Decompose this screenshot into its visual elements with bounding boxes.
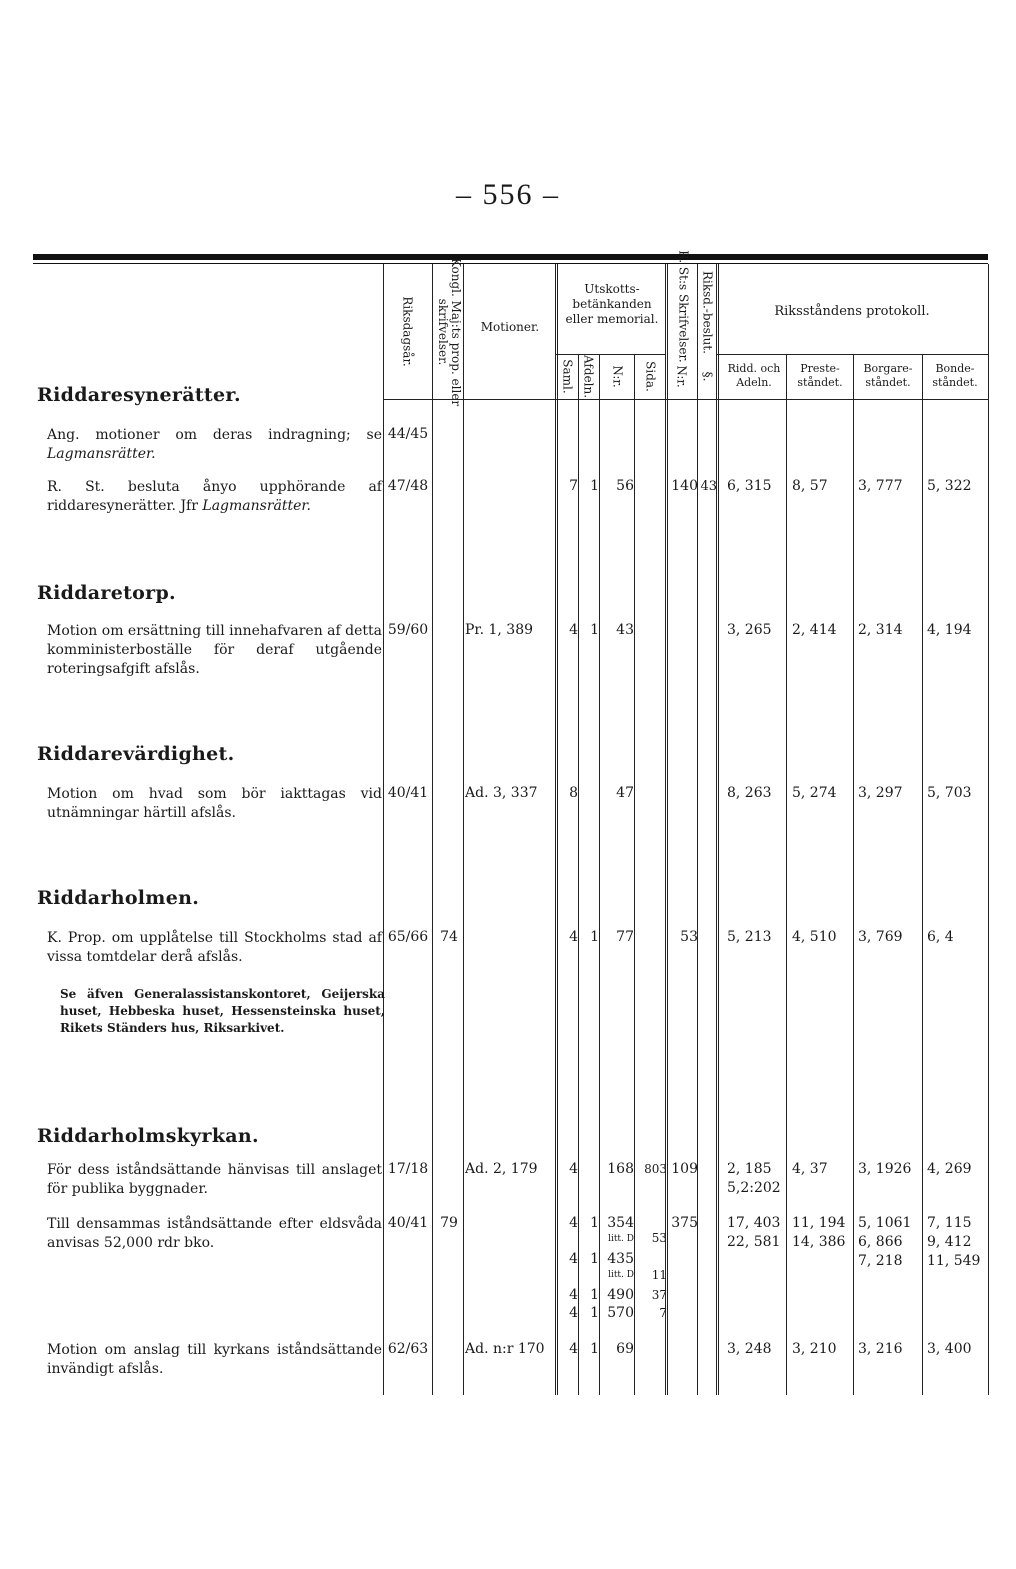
cell-litt: litt. D [608, 1270, 634, 1280]
cell-bond: 7, 115 [927, 1215, 972, 1231]
entry-text: R. St. besluta ånyo upphörande af riddaresynerätter. Jfr Lagmansrätter. [47, 479, 382, 514]
header-rule-thick [33, 254, 988, 260]
col-line [853, 354, 854, 1395]
cell-ridd: 6, 315 [727, 478, 772, 494]
header-motioner: Motioner. [480, 320, 540, 334]
cell-bond: 11, 549 [927, 1253, 981, 1269]
cell-afdeln: 1 [590, 1341, 599, 1357]
cell-litt: litt. D [608, 1234, 634, 1244]
cell-borg: 7, 218 [858, 1253, 903, 1269]
cell-prest: 2, 414 [792, 622, 837, 638]
cell-rsts-nr: 109 [671, 1161, 698, 1177]
cell-borg: 3, 1926 [858, 1161, 912, 1177]
cell-ridd: 5, 213 [727, 929, 772, 945]
col-line [578, 354, 579, 1395]
cell-prest: 5, 274 [792, 785, 837, 801]
header-borg: Borgare-ståndet. [863, 362, 913, 389]
header-utskotts: Utskotts-betänkanden eller memorial. [565, 282, 659, 326]
header-afdeln: Afdeln. [581, 354, 596, 399]
cell-afdeln: 1 [590, 1251, 599, 1267]
section-title: Riddarholmskyrkan. [37, 1125, 259, 1147]
cell-afdeln: 1 [590, 929, 599, 945]
cell-motion: Ad. 3, 337 [465, 785, 538, 801]
cell-sida: 53 [651, 1231, 667, 1245]
cell-saml: 7 [569, 478, 578, 494]
header-riksdagsar: Riksdagsår. [400, 296, 415, 367]
cell-bond: 5, 322 [927, 478, 972, 494]
header-rsts-nr: N:r. [674, 365, 689, 388]
col-line [665, 264, 668, 1395]
cell-nr: 56 [616, 478, 634, 494]
col-line [634, 354, 635, 1395]
header-riksd-par: §. [700, 371, 715, 382]
cell-prest: 8, 57 [792, 478, 828, 494]
cell-bond: 4, 269 [927, 1161, 972, 1177]
col-line [599, 354, 600, 1395]
cell-afdeln: 1 [590, 622, 599, 638]
cell-borg: 5, 1061 [858, 1215, 912, 1231]
cell-ridd: 5,2:202 [727, 1180, 781, 1196]
header-riksd: Riksd.-beslut. [700, 271, 715, 354]
cell-saml: 8 [569, 785, 578, 801]
section-title: Riddarevärdighet. [37, 743, 235, 765]
cell-rsts-nr: 375 [671, 1215, 698, 1231]
entry-text: Motion om anslag till kyrkans iståndsättande invändigt afslås. [47, 1342, 382, 1377]
cell-nr: 435 [607, 1251, 634, 1267]
cell-nr: 168 [607, 1161, 634, 1177]
cell-saml: 4 [569, 622, 578, 638]
cell-saml: 4 [569, 1215, 578, 1231]
cell-motion: Pr. 1, 389 [465, 622, 534, 638]
header-bond: Bonde-ståndet. [932, 362, 978, 389]
cell-kongl: 74 [440, 929, 458, 945]
entry-text: Ang. motioner om deras indragning; se Lagmansrätter. [47, 427, 382, 462]
header-saml: Saml. [560, 359, 575, 394]
cell-bond: 3, 400 [927, 1341, 972, 1357]
col-line [786, 354, 787, 1395]
cell-borg: 2, 314 [858, 622, 903, 638]
header-ridd: Ridd. och Adeln. [727, 362, 781, 389]
cell-saml: 4 [569, 1161, 578, 1177]
cell-bond: 6, 4 [927, 929, 954, 945]
cell-saml: 4 [569, 1251, 578, 1267]
entry-text: Motion om ersättning till innehafvaren af detta komministerboställe för deraf utgående roteringsafgift afslås. [47, 623, 382, 677]
cell-year: 62/63 [387, 1341, 429, 1357]
cell-borg: 6, 866 [858, 1234, 903, 1250]
header-rsts: R. St:s Skrifvelser. [676, 250, 691, 363]
cell-year: 65/66 [387, 929, 429, 945]
cell-saml: 4 [569, 1341, 578, 1357]
cell-nr: 77 [616, 929, 634, 945]
cell-year: 59/60 [387, 622, 429, 638]
cell-nr: 570 [607, 1305, 634, 1321]
cell-year: 40/41 [387, 1215, 429, 1231]
cell-borg: 3, 777 [858, 478, 903, 494]
cell-nr: 354 [607, 1215, 634, 1231]
cell-saml: 4 [569, 1287, 578, 1303]
cell-year: 40/41 [387, 785, 429, 801]
cell-prest: 14, 386 [792, 1234, 846, 1250]
cell-rsts-nr: 53 [680, 929, 698, 945]
header-subline [716, 354, 988, 355]
cell-sida: 7 [659, 1306, 667, 1320]
cell-year: 17/18 [387, 1161, 429, 1177]
cell-ridd: 8, 263 [727, 785, 772, 801]
cell-afdeln: 1 [590, 1287, 599, 1303]
cell-motion: Ad. 2, 179 [465, 1161, 538, 1177]
page-number: – 556 – [456, 178, 560, 211]
cell-nr: 43 [616, 622, 634, 638]
cell-afdeln: 1 [590, 1305, 599, 1321]
cell-bond: 5, 703 [927, 785, 972, 801]
cell-sida: 11 [651, 1268, 667, 1282]
cell-saml: 4 [569, 929, 578, 945]
cell-year: 44/45 [387, 426, 429, 442]
header-rule-thin [33, 263, 988, 264]
cell-motion: Ad. n:r 170 [465, 1341, 545, 1357]
cell-ridd: 3, 248 [727, 1341, 772, 1357]
cell-prest: 4, 37 [792, 1161, 828, 1177]
section-title: Riddaresynerätter. [37, 384, 241, 406]
cell-bond: 9, 412 [927, 1234, 972, 1250]
cell-year: 47/48 [387, 478, 429, 494]
header-prest: Preste-ståndet. [797, 362, 843, 389]
cell-kongl: 79 [440, 1215, 458, 1231]
col-line [716, 264, 719, 1395]
entry-text: K. Prop. om upplåtelse till Stockholms stad af vissa tomtdelar derå afslås. [47, 930, 382, 965]
cell-nr: 69 [616, 1341, 634, 1357]
cell-riksd-par: 43 [700, 479, 717, 494]
cell-afdeln: 1 [590, 478, 599, 494]
header-sida: Sida. [643, 361, 658, 392]
cell-borg: 3, 216 [858, 1341, 903, 1357]
header-nr: N:r. [610, 365, 625, 388]
see-also-reference: Se äfven Generalassistanskontoret, Geijerska huset, Hebbeska huset, Hessensteinska huset, Rikets Ständers hus, Riksarkivet. [60, 987, 385, 1035]
cell-ridd: 3, 265 [727, 622, 772, 638]
cell-bond: 4, 194 [927, 622, 972, 638]
col-line [922, 354, 923, 1395]
entry-text: För dess iståndsättande hänvisas till anslaget för publika byggnader. [47, 1162, 382, 1197]
cell-borg: 3, 297 [858, 785, 903, 801]
cell-ridd: 17, 403 [727, 1215, 781, 1231]
header-kongl: Kongl. Maj:ts prop. eller skrifvelser. [436, 257, 463, 407]
cell-nr: 47 [616, 785, 634, 801]
cell-prest: 11, 194 [792, 1215, 846, 1231]
section-title: Riddarholmen. [37, 887, 200, 909]
cell-sida: 37 [651, 1288, 667, 1302]
cell-borg: 3, 769 [858, 929, 903, 945]
cell-nr: 490 [607, 1287, 634, 1303]
cell-prest: 4, 510 [792, 929, 837, 945]
cell-ridd: 22, 581 [727, 1234, 781, 1250]
section-title: Riddaretorp. [37, 582, 176, 604]
cell-afdeln: 1 [590, 1215, 599, 1231]
col-line [432, 264, 433, 1395]
cell-ridd: 2, 185 [727, 1161, 772, 1177]
entry-text: Motion om hvad som bör iakttagas vid utnämningar härtill afslås. [47, 786, 382, 821]
cell-sida: 803 [644, 1162, 667, 1176]
cell-saml: 4 [569, 1305, 578, 1321]
cell-prest: 3, 210 [792, 1341, 837, 1357]
cell-rsts-nr: 140 [671, 478, 698, 494]
header-protokoll: Riksståndens protokoll. [774, 304, 930, 319]
entry-text: Till densammas iståndsättande efter eldsvåda anvisas 52,000 rdr bko. [47, 1216, 382, 1251]
